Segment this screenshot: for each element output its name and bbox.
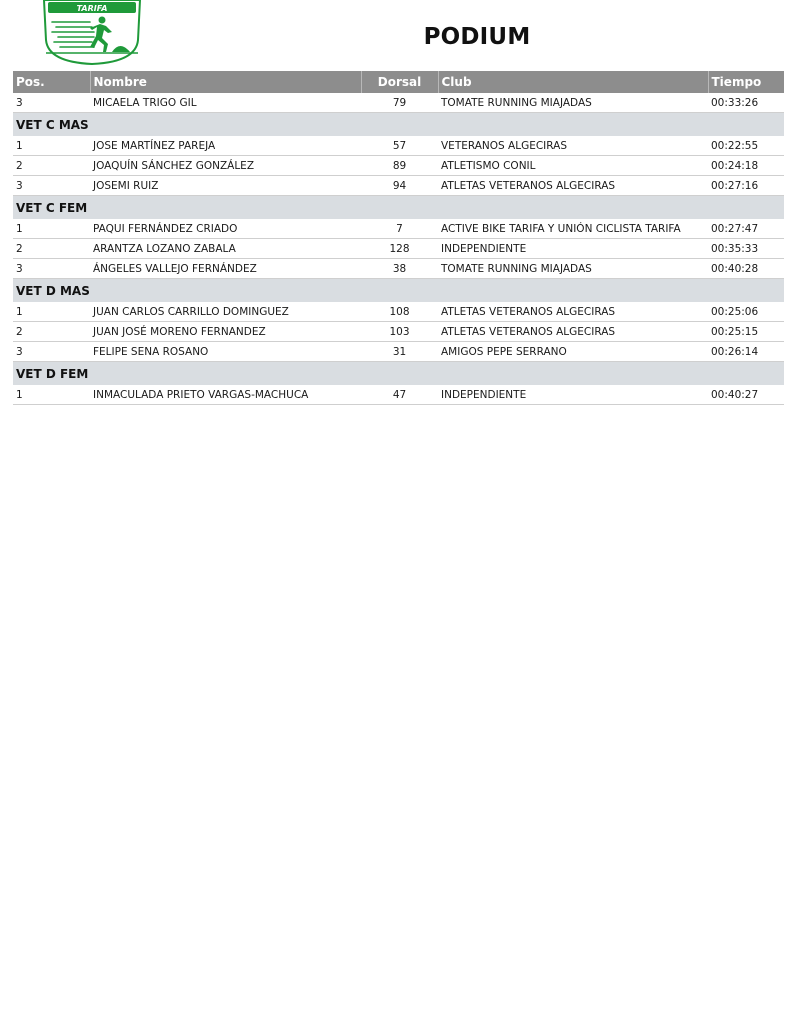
cell-position: 1: [13, 302, 90, 322]
table-header-row: [13, 71, 784, 93]
cell-time: 00:40:28: [708, 259, 784, 279]
table-row: [13, 239, 784, 259]
cell-club: AMIGOS PEPE SERRANO: [438, 342, 708, 362]
column-header-pos: Pos.: [13, 71, 90, 93]
cell-position: 2: [13, 239, 90, 259]
column-header-time: Tiempo: [708, 71, 784, 93]
runner-logo-icon: [38, 0, 146, 66]
column-header-club: Club: [438, 71, 708, 93]
cell-club: INDEPENDIENTE: [438, 239, 708, 259]
event-logo: [38, 0, 146, 66]
category-label: VET C MAS: [13, 113, 784, 137]
cell-name: ARANTZA LOZANO ZABALA: [90, 239, 361, 259]
cell-time: 00:33:26: [708, 93, 784, 113]
cell-position: 1: [13, 219, 90, 239]
cell-club: ATLETAS VETERANOS ALGECIRAS: [438, 322, 708, 342]
cell-position: 3: [13, 176, 90, 196]
cell-name: ÁNGELES VALLEJO FERNÁNDEZ: [90, 259, 361, 279]
cell-bib: 7: [361, 219, 438, 239]
column-header-name: Nombre: [90, 71, 361, 93]
category-label: VET C FEM: [13, 196, 784, 220]
logo-text: TARIFA: [76, 4, 108, 13]
cell-time: 00:25:06: [708, 302, 784, 322]
cell-position: 2: [13, 322, 90, 342]
cell-name: JUAN CARLOS CARRILLO DOMINGUEZ: [90, 302, 361, 322]
cell-name: PAQUI FERNÁNDEZ CRIADO: [90, 219, 361, 239]
cell-bib: 89: [361, 156, 438, 176]
cell-bib: 108: [361, 302, 438, 322]
table-row: [13, 322, 784, 342]
cell-bib: 94: [361, 176, 438, 196]
cell-club: TOMATE RUNNING MIAJADAS: [438, 93, 708, 113]
category-row: [13, 196, 784, 220]
cell-position: 1: [13, 385, 90, 405]
table-body: [13, 93, 784, 405]
table-row: [13, 176, 784, 196]
cell-bib: 31: [361, 342, 438, 362]
category-label: VET D MAS: [13, 279, 784, 303]
cell-time: 00:35:33: [708, 239, 784, 259]
cell-position: 3: [13, 342, 90, 362]
category-row: [13, 362, 784, 386]
cell-club: ATLETISMO CONIL: [438, 156, 708, 176]
cell-club: INDEPENDIENTE: [438, 385, 708, 405]
table-row: [13, 259, 784, 279]
page-title: PODIUM: [423, 24, 531, 50]
table-row: [13, 136, 784, 156]
cell-position: 1: [13, 136, 90, 156]
cell-name: JOAQUÍN SÁNCHEZ GONZÁLEZ: [90, 156, 361, 176]
cell-bib: 128: [361, 239, 438, 259]
podium-table: [13, 71, 784, 405]
cell-time: 00:25:15: [708, 322, 784, 342]
cell-name: FELIPE SENA ROSANO: [90, 342, 361, 362]
cell-position: 3: [13, 93, 90, 113]
cell-bib: 57: [361, 136, 438, 156]
category-label: VET D FEM: [13, 362, 784, 386]
cell-club: TOMATE RUNNING MIAJADAS: [438, 259, 708, 279]
table-row: [13, 302, 784, 322]
cell-name: JUAN JOSÉ MORENO FERNANDEZ: [90, 322, 361, 342]
cell-bib: 38: [361, 259, 438, 279]
cell-name: JOSE MARTÍNEZ PAREJA: [90, 136, 361, 156]
table-row: [13, 219, 784, 239]
category-row: [13, 113, 784, 137]
cell-time: 00:24:18: [708, 156, 784, 176]
cell-time: 00:27:16: [708, 176, 784, 196]
cell-club: VETERANOS ALGECIRAS: [438, 136, 708, 156]
cell-time: 00:40:27: [708, 385, 784, 405]
table-row: [13, 93, 784, 113]
cell-position: 2: [13, 156, 90, 176]
cell-name: INMACULADA PRIETO VARGAS-MACHUCA: [90, 385, 361, 405]
cell-time: 00:27:47: [708, 219, 784, 239]
table-row: [13, 385, 784, 405]
cell-position: 3: [13, 259, 90, 279]
cell-bib: 47: [361, 385, 438, 405]
category-row: [13, 279, 784, 303]
cell-bib: 103: [361, 322, 438, 342]
column-header-bib: Dorsal: [361, 71, 438, 93]
cell-name: MICAELA TRIGO GIL: [90, 93, 361, 113]
cell-club: ATLETAS VETERANOS ALGECIRAS: [438, 302, 708, 322]
table-row: [13, 156, 784, 176]
cell-name: JOSEMI RUIZ: [90, 176, 361, 196]
table-row: [13, 342, 784, 362]
cell-club: ATLETAS VETERANOS ALGECIRAS: [438, 176, 708, 196]
cell-bib: 79: [361, 93, 438, 113]
cell-time: 00:26:14: [708, 342, 784, 362]
cell-club: ACTIVE BIKE TARIFA Y UNIÓN CICLISTA TARIFA: [438, 219, 708, 239]
cell-time: 00:22:55: [708, 136, 784, 156]
